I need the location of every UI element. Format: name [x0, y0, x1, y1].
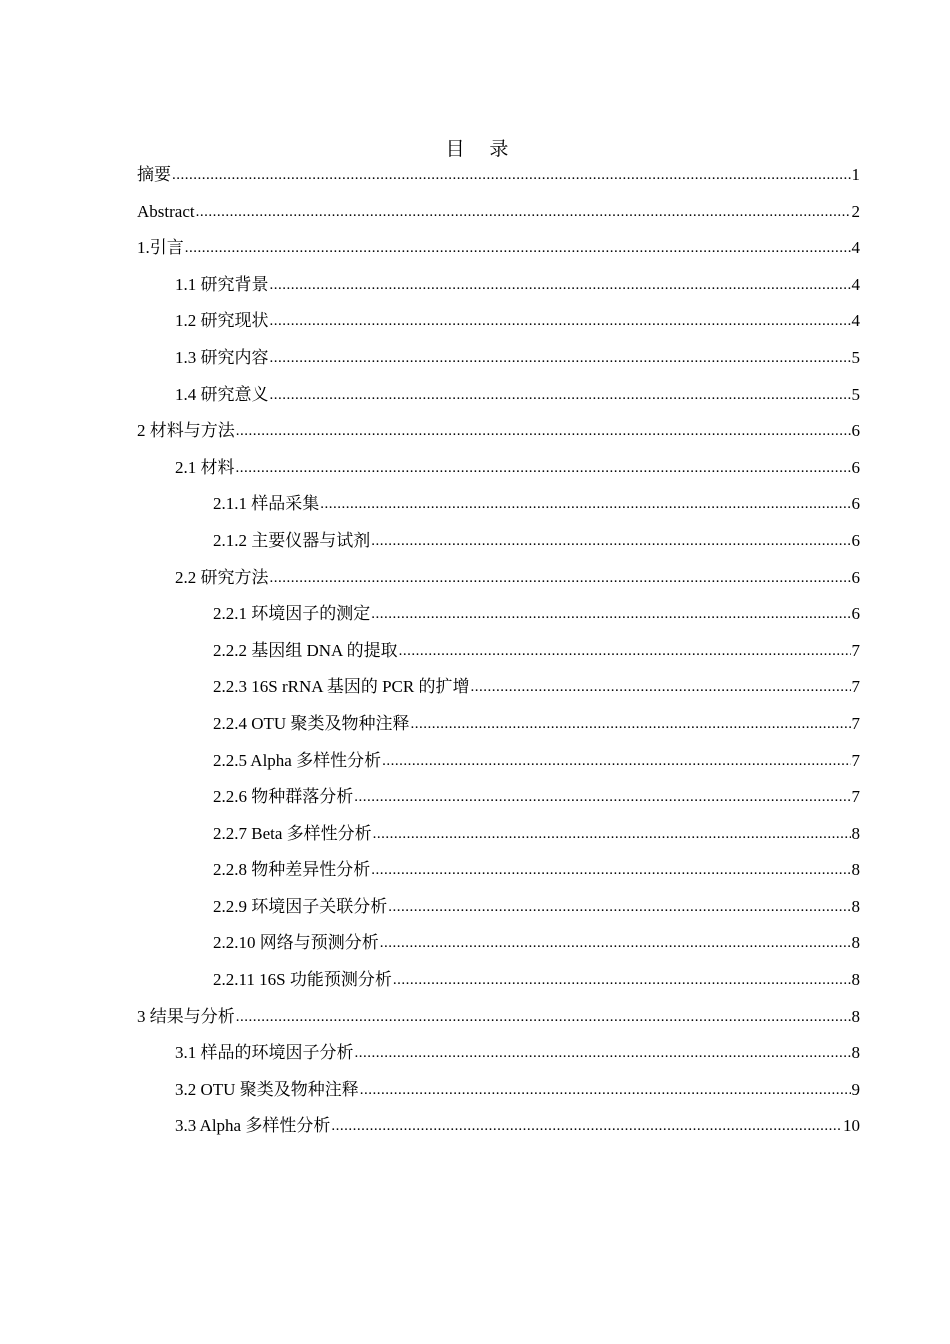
- toc-entry[interactable]: [137, 859, 860, 896]
- toc-entry[interactable]: [137, 457, 860, 494]
- toc-entry[interactable]: [137, 786, 860, 823]
- toc-dot-leader: [270, 309, 851, 332]
- toc-dot-leader: [388, 895, 850, 918]
- toc-entry-page-number: 8: [851, 1043, 860, 1063]
- toc-entry-page-number: 5: [851, 384, 860, 404]
- toc-entry-label: 2.2.4 OTU 聚类及物种注释: [213, 713, 410, 733]
- toc-entry[interactable]: [137, 713, 860, 750]
- toc-entry-label: 2.1 材料: [175, 457, 235, 477]
- toc-entry-label: 2.2.5 Alpha 多样性分析: [213, 750, 382, 770]
- toc-entry-page-number: 6: [851, 604, 860, 624]
- toc-dot-leader: [393, 968, 851, 991]
- toc-entry[interactable]: [137, 347, 860, 384]
- toc-entry-page-number: 6: [851, 567, 860, 587]
- toc-entry-page-number: 4: [851, 238, 860, 258]
- toc-entry[interactable]: [137, 896, 860, 933]
- toc-entry[interactable]: [137, 310, 860, 347]
- toc-title: 目 录: [445, 139, 519, 160]
- toc-entry[interactable]: [137, 274, 860, 311]
- toc-entry-label: 2.2.7 Beta 多样性分析: [213, 823, 372, 843]
- toc-entry[interactable]: [137, 567, 860, 604]
- toc-entry[interactable]: [137, 384, 860, 421]
- toc-dot-leader: [371, 602, 850, 625]
- toc-entry-label: 3.2 OTU 聚类及物种注释: [175, 1079, 359, 1099]
- toc-entry-label: 2 材料与方法: [137, 421, 235, 441]
- toc-entry[interactable]: [137, 932, 860, 969]
- toc-entry-label: 2.2.3 16S rRNA 基因的 PCR 的扩增: [213, 677, 470, 697]
- toc-entry[interactable]: [137, 750, 860, 787]
- toc-entry[interactable]: [137, 1042, 860, 1079]
- toc-dot-leader: [196, 200, 851, 223]
- toc-entry-page-number: 7: [851, 750, 860, 770]
- toc-dot-leader: [270, 273, 851, 296]
- toc-entry-label: 1.1 研究背景: [175, 274, 269, 294]
- toc-entry[interactable]: [137, 676, 860, 713]
- toc-entry[interactable]: [137, 237, 860, 274]
- toc-entry-page-number: 6: [851, 494, 860, 514]
- toc-dot-leader: [236, 419, 851, 442]
- toc-dot-leader: [331, 1114, 842, 1137]
- toc-entry-label: 1.3 研究内容: [175, 347, 269, 367]
- toc-dot-leader: [172, 163, 851, 186]
- toc-entry-page-number: 2: [851, 201, 860, 221]
- toc-entry-page-number: 1: [851, 165, 860, 184]
- toc-entry-page-number: 7: [851, 640, 860, 660]
- toc-entry-page-number: 6: [851, 457, 860, 477]
- toc-dot-leader: [236, 1005, 851, 1028]
- toc-dot-leader: [371, 858, 850, 881]
- toc-dot-leader: [399, 639, 851, 662]
- toc-entry-page-number: 9: [851, 1079, 860, 1099]
- toc-dot-leader: [236, 456, 851, 479]
- toc-dot-leader: [354, 785, 850, 808]
- toc-dot-leader: [270, 566, 851, 589]
- toc-entry-page-number: 7: [851, 713, 860, 733]
- toc-entry[interactable]: [137, 164, 860, 201]
- toc-entry[interactable]: [137, 530, 860, 567]
- toc-entry-page-number: 8: [851, 823, 860, 843]
- toc-dot-leader: [185, 236, 851, 259]
- toc-entry-label: 1.4 研究意义: [175, 384, 269, 404]
- table-of-contents: [137, 164, 860, 1152]
- toc-dot-leader: [373, 822, 851, 845]
- toc-entry-page-number: 8: [851, 896, 860, 916]
- toc-entry-label: Abstract: [137, 201, 195, 221]
- toc-entry-page-number: 7: [851, 787, 860, 807]
- toc-entry-page-number: 6: [851, 421, 860, 441]
- toc-dot-leader: [382, 749, 850, 772]
- toc-entry[interactable]: [137, 603, 860, 640]
- toc-entry-label: 3.3 Alpha 多样性分析: [175, 1116, 331, 1136]
- toc-dot-leader: [360, 1078, 851, 1101]
- toc-entry-label: 2.2.9 环境因子关联分析: [213, 896, 388, 916]
- toc-entry-label: 2.1.2 主要仪器与试剂: [213, 530, 371, 550]
- toc-dot-leader: [380, 931, 851, 954]
- toc-entry-page-number: 5: [851, 347, 860, 367]
- toc-entry-label: 1.2 研究现状: [175, 311, 269, 331]
- toc-entry-label: 2.2.8 物种差异性分析: [213, 860, 371, 880]
- toc-entry-page-number: 10: [843, 1116, 860, 1136]
- toc-dot-leader: [470, 675, 850, 698]
- toc-entry-label: 2.2.6 物种群落分析: [213, 787, 354, 807]
- toc-entry-page-number: 8: [851, 970, 860, 990]
- toc-entry[interactable]: [137, 640, 860, 677]
- toc-dot-leader: [410, 712, 850, 735]
- toc-entry-label: 2.2.10 网络与预测分析: [213, 933, 379, 953]
- toc-entry-label: 2.1.1 样品采集: [213, 494, 320, 514]
- toc-dot-leader: [320, 492, 850, 515]
- toc-entry[interactable]: [137, 420, 860, 457]
- toc-entry[interactable]: [137, 969, 860, 1006]
- toc-dot-leader: [355, 1041, 851, 1064]
- toc-entry[interactable]: [137, 1079, 860, 1116]
- toc-entry[interactable]: [137, 493, 860, 530]
- toc-entry-label: 2.2 研究方法: [175, 567, 269, 587]
- toc-dot-leader: [270, 383, 851, 406]
- toc-entry-page-number: 8: [851, 860, 860, 880]
- toc-entry[interactable]: [137, 1115, 860, 1152]
- toc-entry-label: 1.引言: [137, 238, 184, 258]
- toc-entry-label: 2.2.11 16S 功能预测分析: [213, 970, 392, 990]
- toc-entry-page-number: 8: [851, 933, 860, 953]
- toc-entry[interactable]: [137, 823, 860, 860]
- toc-entry-label: 2.2.2 基因组 DNA 的提取: [213, 640, 398, 660]
- toc-entry[interactable]: [137, 201, 860, 238]
- toc-entry-label: 3 结果与分析: [137, 1006, 235, 1026]
- toc-entry-label: 3.1 样品的环境因子分析: [175, 1043, 354, 1063]
- toc-entry-page-number: 8: [851, 1006, 860, 1026]
- toc-entry-page-number: 6: [851, 530, 860, 550]
- toc-entry[interactable]: [137, 1006, 860, 1043]
- toc-dot-leader: [371, 529, 850, 552]
- toc-entry-page-number: 4: [851, 311, 860, 331]
- toc-entry-label: 摘要: [137, 165, 171, 184]
- toc-entry-page-number: 7: [851, 677, 860, 697]
- toc-dot-leader: [270, 346, 851, 369]
- toc-entry-page-number: 4: [851, 274, 860, 294]
- toc-entry-label: 2.2.1 环境因子的测定: [213, 604, 371, 624]
